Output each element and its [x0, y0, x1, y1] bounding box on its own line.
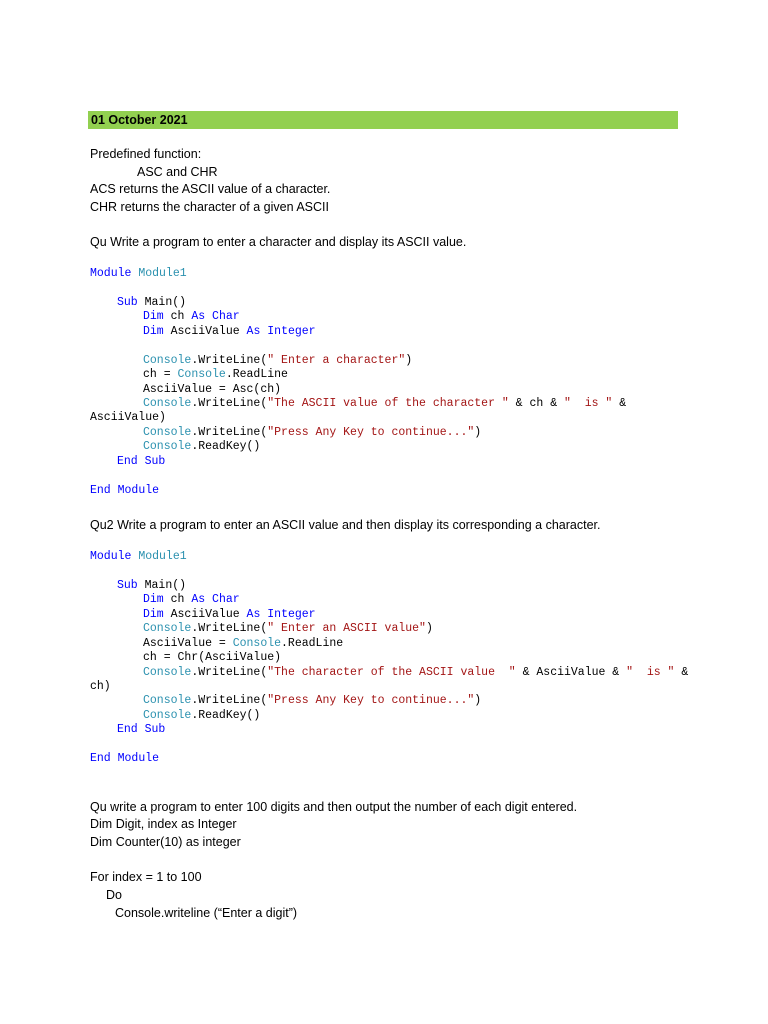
- keyword: End: [90, 484, 111, 497]
- code1-dim-ch: [143, 310, 240, 324]
- code2-readline: [143, 637, 343, 651]
- code-text: ch =: [143, 368, 178, 381]
- class-name: Console: [177, 368, 226, 381]
- keyword: Sub: [117, 579, 138, 592]
- code2-chr: ch = Chr(AsciiValue): [143, 651, 282, 664]
- code-text: AsciiValue =: [143, 637, 233, 650]
- keyword: Dim: [143, 310, 164, 323]
- code2-writeline-enter: [143, 622, 433, 636]
- code-text: ch: [163, 593, 192, 606]
- code-text: .WriteLine(: [191, 426, 268, 439]
- keyword: As: [246, 608, 261, 621]
- question-3: Qu write a program to enter 100 digits and then output the number of each digit entered.: [90, 800, 578, 814]
- q3-line-1: Dim Digit, index as Integer: [90, 817, 237, 831]
- keyword: Sub: [137, 455, 166, 468]
- class-name: Console: [232, 637, 282, 650]
- class-name: Console: [143, 354, 192, 367]
- code-text: ): [405, 354, 413, 367]
- keyword: End: [90, 752, 111, 765]
- code-text: .WriteLine(: [191, 694, 268, 707]
- type: Integer: [260, 608, 316, 621]
- code-text: AsciiValue: [163, 325, 247, 338]
- code-text: & AsciiValue &: [515, 666, 627, 679]
- code-text: .WriteLine(: [191, 354, 268, 367]
- code2-dim-ascii: [143, 608, 316, 622]
- code1-asc: AsciiValue = Asc(ch): [143, 383, 282, 396]
- code-text: .ReadLine: [281, 637, 344, 650]
- module-name: Module1: [138, 550, 187, 563]
- keyword: Sub: [117, 296, 138, 309]
- code-text: Main(): [137, 296, 187, 309]
- code-text: ): [474, 694, 482, 707]
- class-name: Console: [143, 440, 192, 453]
- code-text: .WriteLine(: [191, 397, 268, 410]
- code1-module-line: [90, 267, 187, 281]
- keyword: Dim: [143, 325, 164, 338]
- keyword: As: [191, 310, 206, 323]
- string-literal: "The character of the ASCII value ": [267, 666, 516, 679]
- intro-line-2: ASC and CHR: [137, 165, 218, 179]
- string-literal: " is ": [564, 397, 613, 410]
- code1-end-sub: [117, 455, 165, 469]
- code2-writeline-result: [143, 666, 688, 680]
- class-name: Console: [143, 694, 192, 707]
- code-text: &: [612, 397, 627, 410]
- module-name: Module1: [138, 267, 187, 280]
- type: Char: [205, 593, 240, 606]
- intro-line-4: CHR returns the character of a given ASCII: [90, 200, 329, 214]
- keyword: End: [117, 723, 138, 736]
- intro-line-3: ACS returns the ASCII value of a character.: [90, 182, 331, 196]
- string-literal: " Enter a character": [267, 354, 406, 367]
- string-literal: "Press Any Key to continue...": [267, 426, 475, 439]
- class-name: Console: [143, 397, 192, 410]
- code2-end-sub: [117, 723, 165, 737]
- code2-continuation: ch): [90, 680, 111, 693]
- code1-writeline-press: [143, 426, 481, 440]
- code1-writeline-enter: [143, 354, 412, 368]
- code-text: .WriteLine(: [191, 666, 268, 679]
- date-header: 01 October 2021: [88, 111, 678, 129]
- string-literal: " is ": [626, 666, 675, 679]
- q3-line-4: Do: [106, 888, 122, 902]
- type: Char: [205, 310, 240, 323]
- string-literal: " Enter an ASCII value": [267, 622, 426, 635]
- keyword: Module: [110, 752, 160, 765]
- keyword: Module: [110, 484, 160, 497]
- code-text: .ReadKey(): [191, 709, 261, 722]
- code-text: &: [674, 666, 689, 679]
- code2-writeline-press: [143, 694, 481, 708]
- code2-sub-main: [117, 579, 186, 593]
- code2-readkey: [143, 709, 260, 723]
- code2-module-line: [90, 550, 187, 564]
- keyword: As: [246, 325, 261, 338]
- code-text: .ReadKey(): [191, 440, 261, 453]
- string-literal: "The ASCII value of the character ": [267, 397, 509, 410]
- code1-readline: [143, 368, 288, 382]
- code2-end-module: [90, 752, 159, 766]
- code-text: Main(): [137, 579, 187, 592]
- type: Integer: [260, 325, 316, 338]
- keyword: As: [191, 593, 206, 606]
- code-text: & ch &: [508, 397, 564, 410]
- q3-line-2: Dim Counter(10) as integer: [90, 835, 241, 849]
- keyword: Sub: [137, 723, 166, 736]
- class-name: Console: [143, 709, 192, 722]
- class-name: Console: [143, 622, 192, 635]
- string-literal: "Press Any Key to continue...": [267, 694, 475, 707]
- question-1: Qu Write a program to enter a character and display its ASCII value.: [90, 235, 467, 249]
- code1-sub-main: [117, 296, 186, 310]
- code-text: ch: [163, 310, 192, 323]
- keyword: Dim: [143, 608, 164, 621]
- code-text: .WriteLine(: [191, 622, 268, 635]
- code1-readkey: [143, 440, 260, 454]
- code-text: AsciiValue: [163, 608, 247, 621]
- code-text: .ReadLine: [225, 368, 288, 381]
- code1-end-module: [90, 484, 159, 498]
- intro-line-1: Predefined function:: [90, 147, 202, 161]
- class-name: Console: [143, 426, 192, 439]
- keyword: Dim: [143, 593, 164, 606]
- q3-line-5: Console.writeline (“Enter a digit”): [115, 906, 298, 920]
- keyword: Module: [90, 550, 132, 563]
- code1-continuation: AsciiValue): [90, 411, 166, 424]
- keyword: End: [117, 455, 138, 468]
- keyword: Module: [90, 267, 132, 280]
- code2-dim-ch: [143, 593, 240, 607]
- code-text: ): [474, 426, 482, 439]
- code-text: ): [425, 622, 433, 635]
- code1-dim-ascii: [143, 325, 316, 339]
- class-name: Console: [143, 666, 192, 679]
- question-2: Qu2 Write a program to enter an ASCII value and then display its corresponding a character.: [90, 518, 601, 532]
- q3-line-3: For index = 1 to 100: [90, 870, 202, 884]
- code1-writeline-result: [143, 397, 626, 411]
